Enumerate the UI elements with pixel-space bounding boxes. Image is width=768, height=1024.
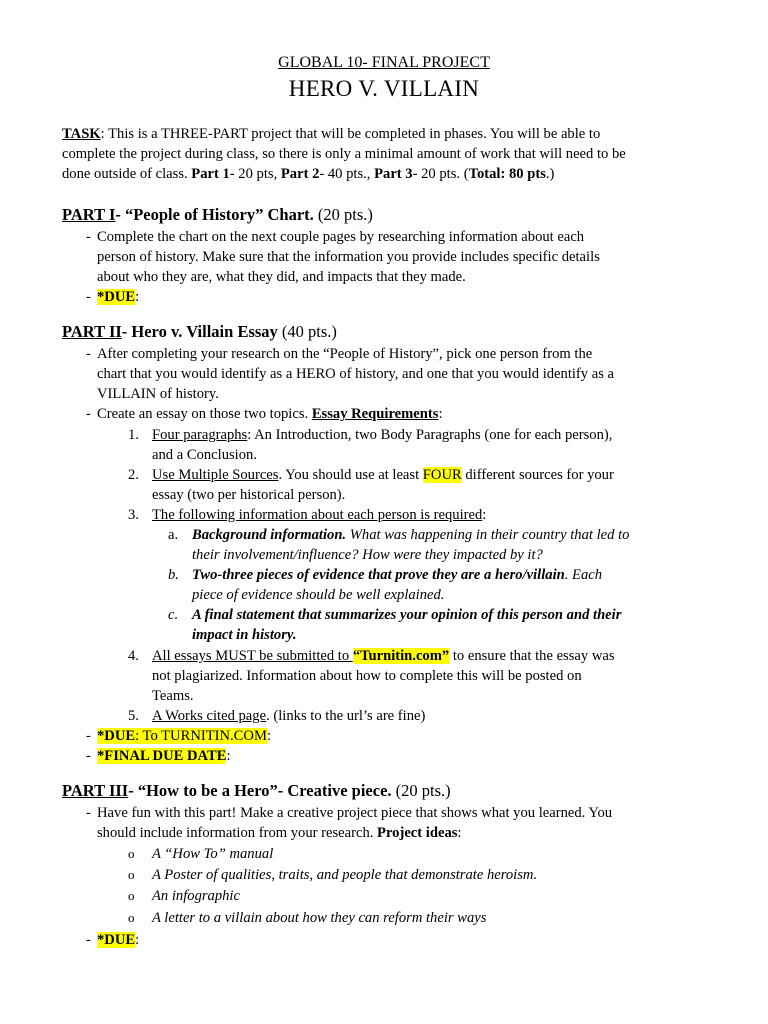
dash-icon: -: [86, 932, 91, 948]
part1-line-3: about who they are, what they did, and impacts that they made.: [97, 269, 466, 285]
dash-icon: -: [86, 406, 91, 422]
sub-c: A final statement that summarizes your opinion of this person and their: [192, 607, 622, 623]
part1-line-1: Complete the chart on the next couple pages by researching information about each: [97, 229, 585, 245]
part2-due: *DUE: To TURNITIN.COM:: [97, 728, 271, 744]
idea-item: A Poster of qualities, traits, and people that demonstrate heroism.: [152, 867, 538, 883]
req-1-cont: and a Conclusion.: [152, 447, 257, 463]
idea-item: A “How To” manual: [152, 846, 274, 862]
part2-line-3: VILLAIN of history.: [97, 386, 219, 402]
part3-line-2: should include information from your research. Project ideas:: [97, 825, 462, 841]
part3-line-1: Have fun with this part! Make a creative project piece that shows what you learned. You: [97, 805, 613, 821]
dash-icon: -: [86, 805, 91, 821]
list-number: 4.: [128, 648, 139, 664]
project-title: HERO V. VILLAIN: [288, 76, 480, 101]
list-number: 5.: [128, 708, 139, 724]
bullet-icon: o: [128, 910, 135, 925]
part1-due: *DUE:: [97, 289, 140, 305]
req-3: The following information about each person is required:: [152, 507, 487, 523]
sub-letter: b.: [168, 567, 179, 583]
part3-heading: PART III- “How to be a Hero”- Creative piece. (20 pts.): [62, 781, 451, 800]
sub-letter: a.: [168, 527, 179, 543]
req-4-cont-2: Teams.: [152, 688, 194, 704]
req-4: All essays MUST be submitted to “Turnitin.com” to ensure that the essay was: [152, 648, 615, 664]
dash-icon: -: [86, 229, 91, 245]
req-2: Use Multiple Sources. You should use at least FOUR different sources for your: [152, 467, 614, 483]
req-4-cont: not plagiarized. Information about how to complete this will be posted on: [152, 668, 582, 684]
part1-line-2: person of history. Make sure that the information you provide includes specific details: [97, 249, 600, 265]
part2-line-2: chart that you would identify as a HERO of history, and one that you would identify as a: [97, 366, 615, 382]
list-number: 2.: [128, 467, 139, 483]
req-5: A Works cited page. (links to the url’s are fine): [152, 708, 426, 724]
part2-line-1: After completing your research on the “People of History”, pick one person from the: [97, 346, 593, 362]
sub-b-cont: piece of evidence should be well explained.: [192, 587, 445, 603]
part2-final-due: *FINAL DUE DATE:: [97, 748, 231, 764]
task-line-3: done outside of class. Part 1- 20 pts, Part 2- 40 pts., Part 3- 20 pts. (Total: 80 pts.): [62, 166, 555, 182]
sub-c-cont: impact in history.: [192, 627, 297, 643]
dash-icon: -: [86, 748, 91, 764]
req-1: Four paragraphs: An Introduction, two Body Paragraphs (one for each person),: [152, 427, 613, 443]
task-label: TASK: [62, 126, 101, 142]
dash-icon: -: [86, 289, 91, 305]
list-number: 1.: [128, 427, 139, 443]
sub-a-cont: their involvement/influence? How were they impacted by it?: [192, 547, 543, 563]
dash-icon: -: [86, 728, 91, 744]
idea-item: An infographic: [152, 888, 240, 904]
list-number: 3.: [128, 507, 139, 523]
bullet-icon: o: [128, 888, 135, 903]
idea-item: A letter to a villain about how they can reform their ways: [152, 910, 487, 926]
part2-essay-line: Create an essay on those two topics. Essay Requirements:: [97, 406, 443, 422]
part2-heading: PART II- Hero v. Villain Essay (40 pts.): [62, 322, 337, 341]
task-line-1: TASK: This is a THREE-PART project that will be completed in phases. You will be able to: [62, 126, 601, 142]
sub-a: Background information. What was happening in their country that led to: [192, 527, 630, 543]
sub-b: Two-three pieces of evidence that prove they are a hero/villain. Each: [192, 567, 603, 583]
sub-letter: c.: [168, 607, 179, 623]
part3-due: *DUE:: [97, 932, 140, 948]
dash-icon: -: [86, 346, 91, 362]
course-title: GLOBAL 10- FINAL PROJECT: [278, 54, 490, 71]
part1-heading: PART I- “People of History” Chart. (20 pts.): [62, 205, 373, 224]
bullet-icon: o: [128, 846, 135, 861]
req-2-cont: essay (two per historical person).: [152, 487, 346, 503]
bullet-icon: o: [128, 867, 135, 882]
task-line-2: complete the project during class, so there is only a minimal amount of work that will need to be: [62, 146, 626, 162]
